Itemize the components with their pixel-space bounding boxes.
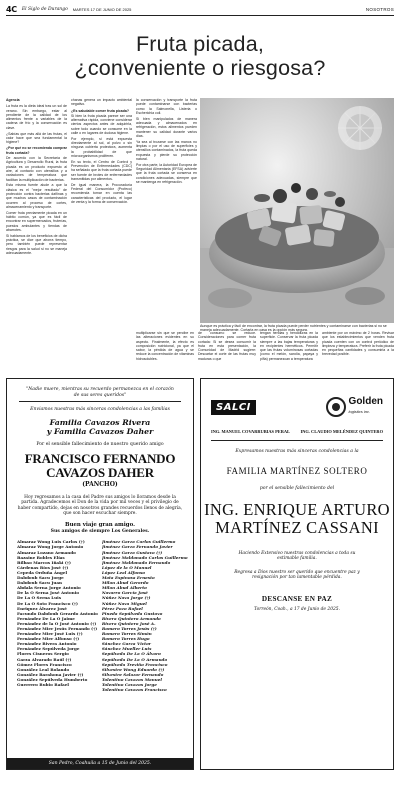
deceased-name — [201, 501, 393, 537]
paragraph: En su texto, el Centro de Control y Prevención de Enfermedades (CDC) ha señalado que la fruta cortada puede ser fuente de brotes de enfermedades transmitidas por alimentos. — [71, 159, 132, 182]
signer-name: Milan Abud Alberto — [101, 585, 147, 591]
signer-name: Milan Abud Gerardo — [101, 580, 149, 586]
condolence-line: Enviamos nuestras más sinceras condolencias a las familias — [30, 407, 170, 413]
signer-name: Pérez Pozo Rafael — [101, 605, 143, 611]
divider — [211, 440, 383, 441]
page-number: 4C — [6, 5, 17, 14]
signer-name: Almaraz Wong Luis Carlos (†) — [17, 539, 85, 545]
family-line-2: y Familia Cavazos Daher — [46, 427, 154, 437]
condolence-line: Expresamos nuestras más sinceras condolencias a la — [235, 449, 359, 454]
signer-name: Núñez Nava Jorge (†) — [101, 595, 151, 601]
signer-name: De La O Serna Luis — [17, 595, 62, 601]
paragraph: la conservación y transporte la fruta puede contaminarse con bacterias como la Salmonella, Listeria o Escherichia coli. — [136, 98, 197, 115]
headline-line-1: Fruta picada, — [135, 32, 265, 56]
signer-name: Jiménez Garza Gustavo (†) — [101, 549, 163, 555]
signer-name: López Leal Alfonso — [101, 569, 146, 575]
subheading: ¿Es saludable comer fruta picada? — [71, 108, 129, 113]
obituary-paragraph: Haciendo Extensivo nuestras condolencias a toda su estimable familia. — [238, 551, 356, 562]
family-name: FAMILIA MARTÍNEZ SOLTERO — [226, 466, 368, 476]
article-bottom-column-3: tengan heridas y hendiduras en la superficie. Conservar la fruta picada siempre a las bajas temperaturas y en recipientes herméticos. Permitir que las frutas voluminosas cortadas (como el melón, sandía, papaya y piña) permanezcan a temperatura — [260, 331, 318, 361]
signer-left: ING. MANUEL COVARRUBIAS PERAL — [211, 429, 290, 434]
signer-name: Fernández De La O Jaime — [17, 615, 75, 621]
article-bottom-column-4: ambiente por un máximo de 2 horas. Revisar que los establecimientos que venden fruta picada cuenten con un control periódico de limpieza y temperatura. Preferir la fruta picada en pequeñas cantidades y consumirla a la brevedad posible. — [322, 331, 394, 357]
signer-right: ING. CLAUDIO MELÉNDEZ QUINTERO — [300, 429, 383, 434]
paragraph: De igual manera, la Procuraduría Federal del Consumidor (Profeco) recomienda tomar en cuenta las características del producto, el lugar de venta y la forma de conservación. — [71, 182, 132, 205]
signer-name: González Sepúlveda Humberto — [17, 676, 88, 682]
signers — [201, 427, 393, 434]
signer-name: González Barahona Javier (†) — [17, 671, 84, 677]
obituary-martinez — [200, 378, 394, 770]
signer-name: Sepúlveda Treviño Francisco — [101, 661, 168, 667]
signer-name: Fernández Mier Jesús Fernando (†) — [17, 625, 98, 631]
paragraph: Si bien la fruta picada parece ser una alternativa rápida, conviene considerar ciertos aspectos antes de adquirirla, sobre todo cuando se consume en la calle o en lugares de dudosa higiene. — [71, 113, 132, 136]
subheading: ¿Por qué no se recomienda comprar fruta cortada? — [6, 146, 67, 155]
signer-name: Sánchez Mueller Luis — [101, 646, 152, 652]
signer-name: Rivera Quintero José A. — [101, 620, 156, 626]
signer-name: Flores Cisneros Sergio — [17, 651, 69, 657]
signer-name: Tolentino Cavazos Manuel — [101, 676, 162, 682]
article-column-3 — [136, 98, 197, 276]
signer-name: Enriquez Álvarez José — [17, 605, 67, 611]
article-bottom-column-1: multiplicarse sin que se percibe en las alteraciones evidentes en su aspecto. Finalmente, la efecto es composición nutricional, ya que el sabor, la pérdida de agua y se reduce la concentración de vitaminas hidrosolubles. — [136, 331, 194, 361]
signer-name: Fernández Mier Alfonso (†) — [17, 636, 80, 642]
signer-name: López de la O Manuel — [101, 564, 152, 570]
signer-name: Jiménez Garza Carlos Guillermo — [101, 539, 176, 545]
signer-name: Sánchez Garza Víctor — [101, 641, 151, 647]
signer-name: Romero Torres Simón — [101, 631, 152, 637]
signer-name: Jiménez Garza Fernando Javier — [101, 544, 173, 550]
signer-name: Fernández de la O José Antonio (†) — [17, 620, 97, 626]
deceased-alias: (PANCHO) — [82, 481, 118, 489]
company-logos — [201, 379, 393, 427]
deceased-name — [7, 452, 193, 479]
signer-name: Silvestre Salazar Fernando — [101, 671, 164, 677]
signers-column-right — [102, 539, 188, 692]
signer-name: Facundo Dabdoub Gerardo Antonio — [17, 610, 98, 616]
signer-name: Núñez Nava Miguel — [101, 600, 147, 606]
place-date: Torreón, Coah., a 17 de Junio de 2025. — [254, 606, 340, 612]
issue-date: MARTES 17 DE JUNIO DE 2025 — [72, 7, 132, 12]
signer-name: Tolentino Cavazos Jorge — [101, 682, 157, 687]
signer-name: Cárdenas Ríos José (†) — [17, 564, 69, 570]
signer-name: Romero Torres Hugo — [101, 636, 150, 642]
golden-logo-main: Golden — [348, 396, 383, 407]
paragraph: Por ejemplo, si está expuesta directamente al sol, al polvo o sin ninguna cubierta protectora, aumenta la probabilidad de que microorganismos proliferen. — [71, 136, 132, 159]
obituary-quote: "Nadie muere, mientras su recuerdo permanezca en el corazón de sus seres queridos" — [26, 387, 174, 398]
family-names — [7, 418, 193, 436]
salci-logo — [211, 400, 256, 415]
paragraph: Comer fruta previamente picada en un hábito común, ya que es fácil de encontrar en supermercados, fruterías, puestos ambulantes y tiendas de abarrotes. — [6, 210, 67, 232]
photo-caption: Aunque es práctica y fácil de encontrar, la fruta picada puede perder nutrientes y contaminarse con bacterias si no se maneja adecuadamente. Cortarla en casa es la opción más segura. — [200, 324, 387, 333]
headline-line-2: ¿conveniente o riesgosa? — [74, 56, 326, 80]
signer-name: Navarro García José — [101, 590, 148, 596]
deceased-line-1: FRANCISCO FERNANDO — [24, 451, 176, 467]
signature-line: Sus amigos de siempre Los Generales. — [50, 529, 150, 535]
paragraph: Si bien manipulados de manera adecuada y almacenados en refrigeración, estos alimentos pueden mantener su calidad durante varios días. — [136, 116, 197, 138]
signer-name: De la O Serna José Antonio — [17, 590, 80, 596]
signer-name: Jiménez Maldonado Fernando — [101, 559, 171, 565]
signers-column-left — [17, 539, 98, 692]
paragraph: De acuerdo con la Secretaría de Agricultura y Desarrollo Rural, la fruta picada es un producto expuesto al aire, al contacto con utensilios y a variaciones de temperatura que facilitan la multiplicación de bacterias. — [6, 156, 67, 182]
deceased-line-2: CAVAZOS DAHER — [46, 464, 154, 480]
signer-name: Dabdoub Sacu Jorge — [17, 575, 64, 581]
golden-logo-sub: logistics inc. — [348, 409, 371, 414]
byline: Agencia — [6, 98, 20, 102]
signer-name: Jiménez Maldonado Carlos Guillermo — [101, 554, 188, 560]
farewell-line: Buen viaje gran amigo. — [65, 522, 135, 529]
announcement: por el sensible fallecimiento del — [259, 486, 335, 491]
deceased-line-2: MARTÍNEZ CASSANI — [215, 518, 379, 537]
signer-name: Tolentino Cavazos Francisco — [101, 687, 167, 693]
signer-name: Almaraz Wong Jorge Antonio — [17, 544, 84, 550]
paragraph: Si hablamos de los beneficios de dicha práctica, se dice que ahorra tiempo, pero también puede representar riesgos para la salud si no se maneja adecuadamente. — [6, 233, 67, 255]
golden-logistics-logo — [326, 397, 383, 417]
signer-name: De La O Soto Francisco (†) — [17, 600, 78, 606]
paragraph: Ya sea al trozarse con las manos no limpias o por el uso de superficies y utensilios contaminados, la fruta queda expuesta y pierde su protección natural. — [136, 139, 197, 161]
fruit-photo — [200, 98, 394, 323]
article-bottom-column-2: de consumo se reduce. Consideraciones para comer fruta cortada: Si se desea consumir la fruta en esta presentación, la Comunidad de Madrid sugiere: Descartar el corte de las frutas muy maduras o que — [198, 331, 256, 361]
page-header — [6, 4, 394, 16]
paragraph: ¿Sabías que más allá de las frutas, el calor hace que sea fundamental la higiene? — [6, 131, 67, 145]
paragraph: La fruta es la dieta ideal tras un sol de verano. Sin embargo, estar al pendiente de la calidad de los alimentos frente a variables de la cadena de frío y la conservación es clave. — [6, 104, 67, 130]
signer-name: Gómez Flores Francisco — [17, 661, 72, 667]
signer-name: Silvestre Wong Eduardo (†) — [101, 666, 165, 672]
obituary-footer: San Pedro, Coahuila a 15 de Junio del 2025. — [7, 758, 193, 769]
signers-list — [7, 539, 193, 692]
globe-icon — [326, 397, 346, 417]
signer-name: Almaraz Lozano Armando — [17, 549, 76, 555]
signer-name: González Leal Rolando — [17, 666, 70, 672]
fruit-bowl-illustration — [200, 98, 394, 323]
article-column-1 — [6, 98, 67, 360]
signer-name: Guerrero Rubio Rafael — [17, 682, 69, 687]
obituary-cavazos — [6, 378, 194, 770]
paragraph: Esta misma fuente alude a que la clásica es el "mejor resultado" de protección contra bacterias dañinas y que muchos casos de contaminación ocurren al proceso de cortes, almacenamiento y transporte. — [6, 183, 67, 209]
signer-name: Rivera Quintero Armando — [101, 615, 161, 621]
signer-name: Mata Espinosa Ernesto — [101, 575, 155, 581]
section-name: NOSOTROS — [365, 7, 394, 12]
signer-name: Dabdoub Sacu Juan — [17, 580, 62, 586]
signer-name: Cepeda Orduña Ángel — [17, 569, 68, 575]
article-column-2 — [71, 98, 132, 360]
signer-name: Sepúlveda De La O Álvaro — [101, 651, 161, 657]
paper-name: El Siglo de Durango — [21, 7, 68, 12]
signer-name: Romero Torres Jesús (†) — [101, 625, 157, 631]
signer-name: Fernández Rivera Antonio — [17, 641, 77, 647]
article-headline — [6, 32, 394, 80]
signer-name: Pineda Sepúlveda Gustavo — [101, 610, 163, 616]
salci-logo-text: SALCI — [211, 400, 256, 415]
signer-name: Garza Alvarado Raúl (†) — [17, 656, 72, 662]
signer-name: Fernández Mier José Luis (†) — [17, 631, 83, 637]
signer-name: Abdala Serna Jorge Antonio — [17, 585, 81, 591]
signer-name: Sepúlveda De La O Armando — [101, 656, 168, 662]
obituary-paragraph-2: Regresa a Dios nuestro ser querido que encuentre paz y resignación por tan lamentable pérdida. — [234, 569, 360, 581]
family-line-1: Familia Cavazos Rivera — [49, 418, 151, 428]
obituary-paragraph: Hoy regresamos a la casa del Padre sus amigos lo lloramos desde la partida. Agradecemos el Don de la vida por mil veces y el privilegio de haber compartido, dejas en nosotros grandes recuerdos llenos de alegría, que son hacer escuchar siempre. — [17, 495, 183, 517]
golden-logo-text — [349, 397, 383, 417]
paragraph: chanas genera un impacto ambiental negativo. — [71, 98, 132, 107]
signer-name: Bilbao Marcos Iñaki (†) — [17, 559, 71, 565]
rest-in-peace: DESCANSE EN PAZ — [261, 594, 333, 603]
paragraph: Por otra parte, la Autoridad Europea de Seguridad Alimentaria (EFSA) advierte que la fruta cortada se conserva en condiciones adecuadas, siempre que se mantenga en refrigeración. — [136, 162, 197, 184]
divider — [19, 401, 181, 402]
signer-name: Fernández Sepúlveda Jorge — [17, 646, 80, 652]
deceased-line-1: ING. ENRIQUE ARTURO — [204, 500, 390, 519]
announcement: Por el sensible fallecimiento de nuestro querido amigo — [36, 442, 164, 448]
signer-name: Bazaine Robles Elías — [17, 554, 65, 560]
